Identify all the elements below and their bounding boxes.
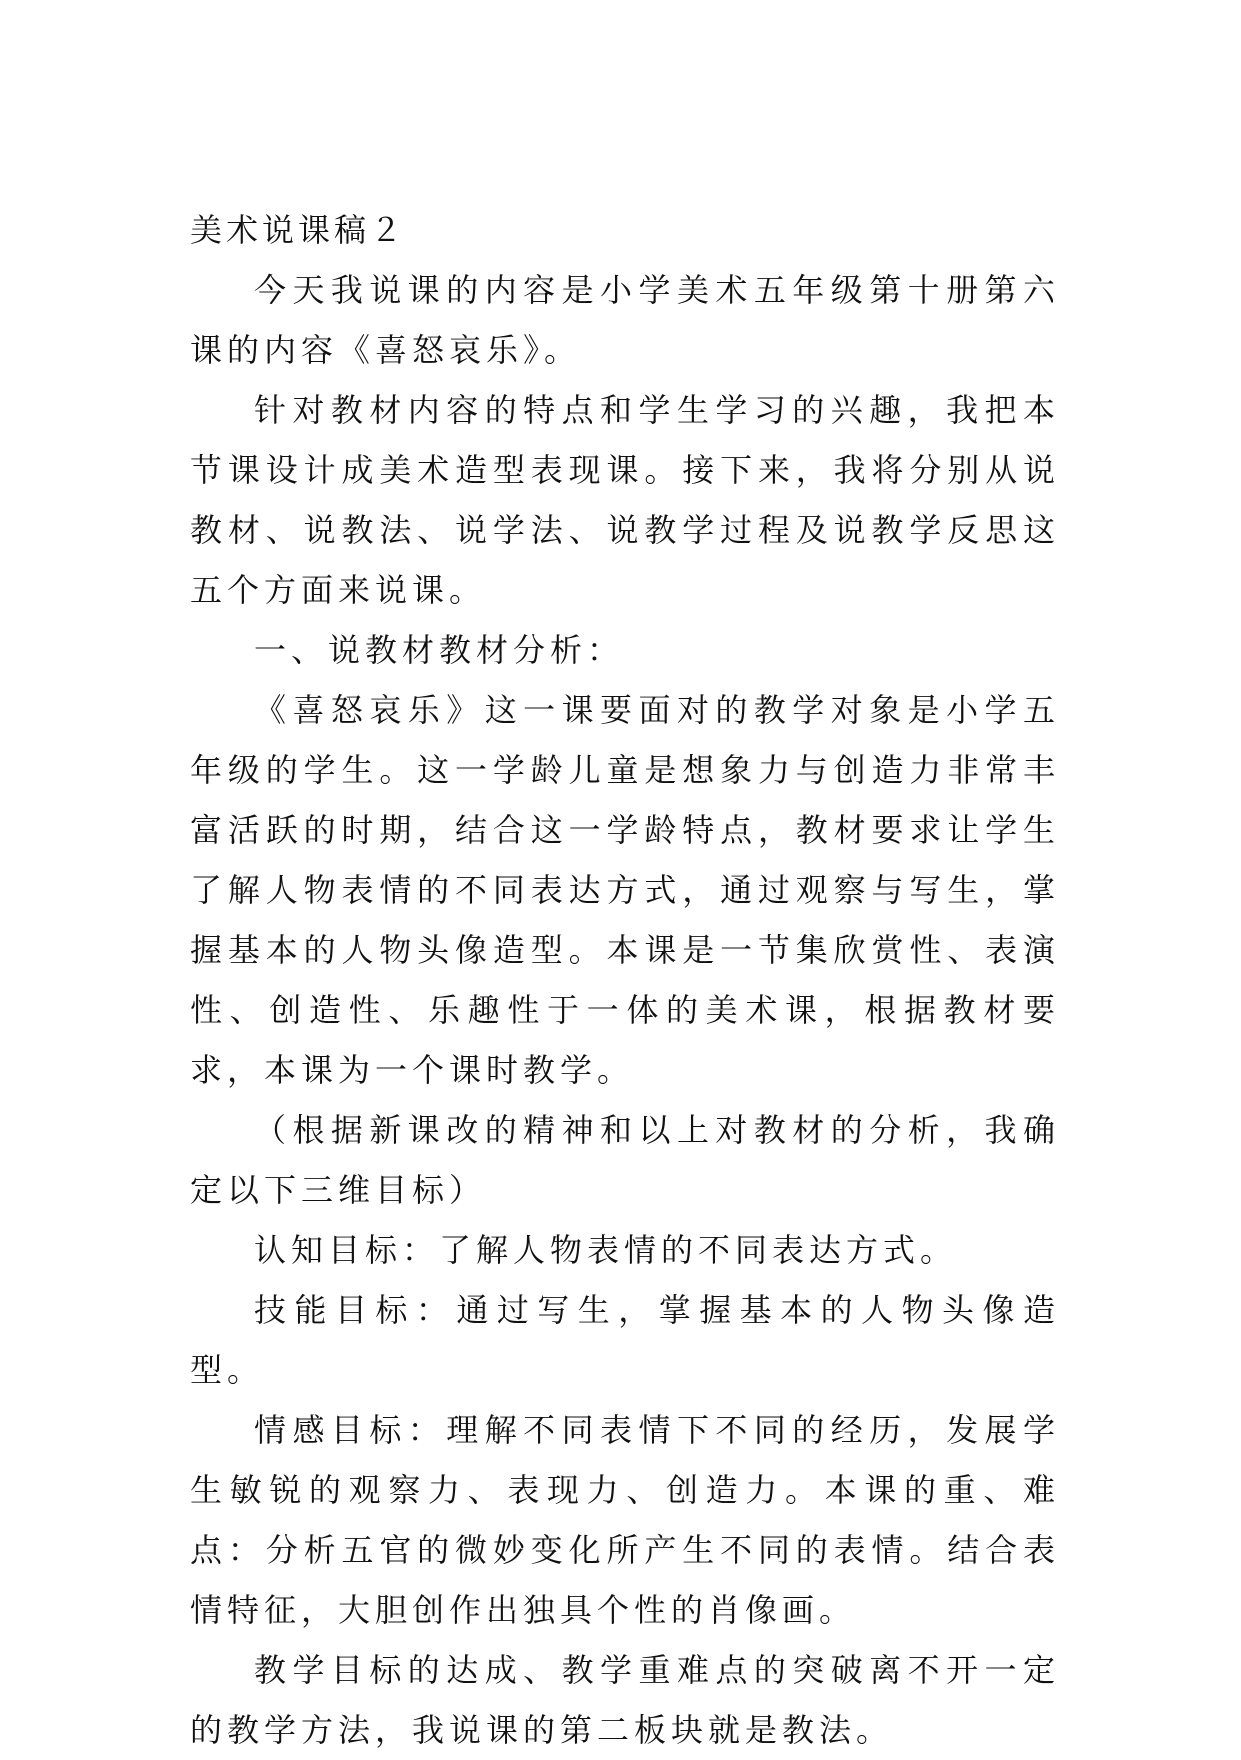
paragraph-emotional-goal: 情感目标：理解不同表情下不同的经历，发展学生敏锐的观察力、表现力、创造力。本课的重、难点：分析五官的微妙变化所产生不同的表情。结合表情特征，大胆创作出独具个性的肖像画。: [190, 1411, 1060, 1629]
paragraph-intro: 今天我说课的内容是小学美术五年级第十册第六课的内容《喜怒哀乐》。: [190, 271, 1060, 369]
document-title: 美术说课稿２: [190, 211, 407, 249]
document-body: [190, 200, 1060, 1760]
paragraph-section-heading: 一、说教材教材分析：: [254, 631, 625, 669]
paragraph-cognitive-goal: 认知目标：了解人物表情的不同表达方式。: [254, 1231, 958, 1269]
paragraph-overview: 针对教材内容的特点和学生学习的兴趣，我把本节课设计成美术造型表现课。接下来，我将分别从说教材、说教法、说学法、说教学过程及说教学反思这五个方面来说课。: [190, 391, 1060, 609]
paragraph-teaching-method: 教学目标的达成、教学重难点的突破离不开一定的教学方法，我说课的第二板块就是教法。: [190, 1651, 1060, 1749]
paragraph-goals-intro: （根据新课改的精神和以上对教材的分析，我确定以下三维目标）: [190, 1111, 1060, 1209]
paragraph-material-analysis: 《喜怒哀乐》这一课要面对的教学对象是小学五年级的学生。这一学龄儿童是想象力与创造力非常丰富活跃的时期，结合这一学龄特点，教材要求让学生了解人物表情的不同表达方式，通过观察与写生，掌握基本的人物头像造型。本课是一节集欣赏性、表演性、创造性、乐趣性于一体的美术课，根据教材要求，本课为一个课时教学。: [190, 691, 1060, 1089]
paragraph-skill-goal: 技能目标：通过写生，掌握基本的人物头像造型。: [190, 1291, 1060, 1389]
